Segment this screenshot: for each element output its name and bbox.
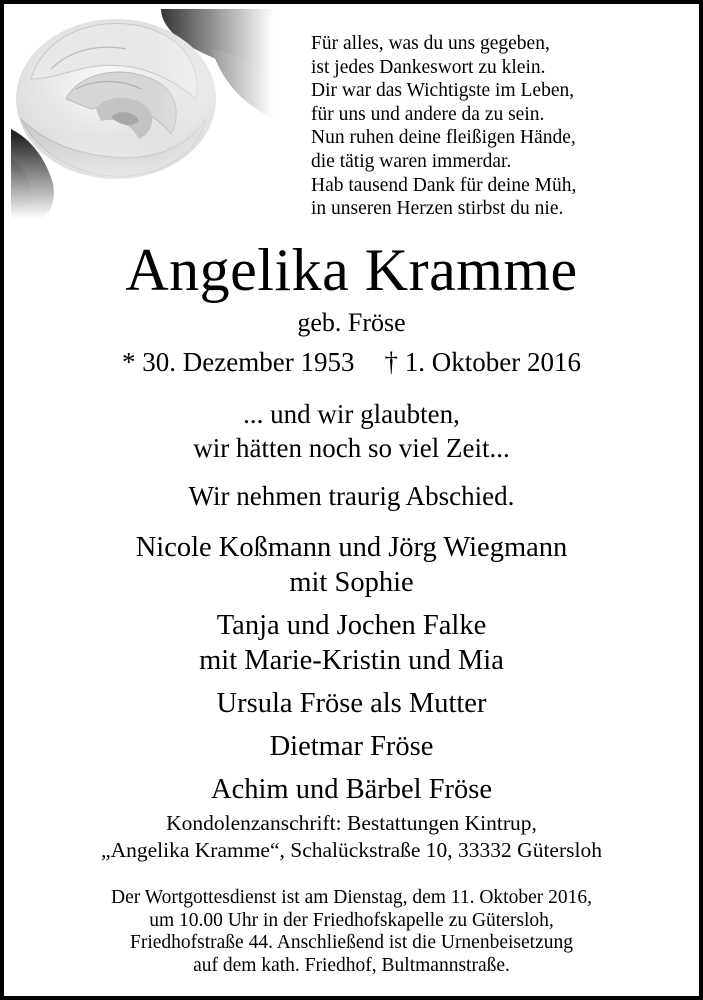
condolence-line: Kondolenzanschrift: Bestattungen Kintrup, (166, 811, 537, 835)
service-line: Friedhofstraße 44. Anschließend ist die Urnenbeisetzung (130, 932, 573, 953)
mourner-group (4, 729, 699, 764)
poem-line: Für alles, was du uns gegeben, (311, 33, 550, 54)
mourner-line: Nicole Koßmann und Jörg Wiegmann (135, 532, 568, 563)
birth-date: * 30. Dezember 1953 (122, 347, 355, 377)
quote (4, 397, 699, 465)
service-line: auf dem kath. Friedhof, Bultmannstraße. (193, 954, 510, 976)
mourner-line: Dietmar Fröse (269, 731, 434, 762)
service-info (4, 887, 699, 977)
quote-line: wir hätten noch so viel Zeit... (193, 433, 510, 463)
poem-line: für uns und andere da zu sein. (311, 103, 545, 125)
deceased-name: Angelika Kramme (125, 237, 578, 303)
poem-line: die tätig waren immerdar. (311, 150, 512, 172)
mourner-line: mit Sophie (289, 567, 414, 598)
mourner-group (4, 772, 699, 807)
mourner-group (4, 608, 699, 678)
service-line: Der Wortgottesdienst ist am Dienstag, dem 11. Oktober 2016, (111, 887, 592, 908)
mourner-group (4, 530, 699, 600)
poem (311, 32, 691, 221)
mourner-line: Tanja und Jochen Falke (216, 610, 487, 641)
poem-line: Nun ruhen deine fleißigen Hände, (311, 127, 576, 149)
poem-line: Hab tausend Dank für deine Müh, (311, 174, 577, 196)
condolence-line: „Angelika Kramme“, Schalückstraße 10, 33332 Gütersloh (101, 838, 602, 862)
farewell-text: Wir nehmen traurig Abschied. (188, 481, 515, 511)
maiden-name: geb. Fröse (297, 308, 406, 337)
mourner-group (4, 686, 699, 721)
condolence-address (4, 810, 699, 864)
life-dates (4, 346, 699, 378)
rose-icon (11, 9, 273, 219)
mourners-list (4, 530, 699, 815)
quote-line: ... und wir glaubten, (243, 399, 460, 429)
mourner-line: Achim und Bärbel Fröse (211, 774, 492, 805)
mourner-line: mit Marie-Kristin und Mia (199, 645, 504, 676)
poem-line: in unseren Herzen stirbst du nie. (311, 198, 564, 220)
service-line: um 10.00 Uhr in der Friedhofskapelle zu Gütersloh, (149, 909, 554, 931)
death-date: † 1. Oktober 2016 (384, 347, 581, 377)
poem-line: ist jedes Dankeswort zu klein. (311, 56, 546, 78)
poem-line: Dir war das Wichtigste im Leben, (311, 80, 575, 102)
mourner-line: Ursula Fröse als Mutter (216, 688, 487, 719)
